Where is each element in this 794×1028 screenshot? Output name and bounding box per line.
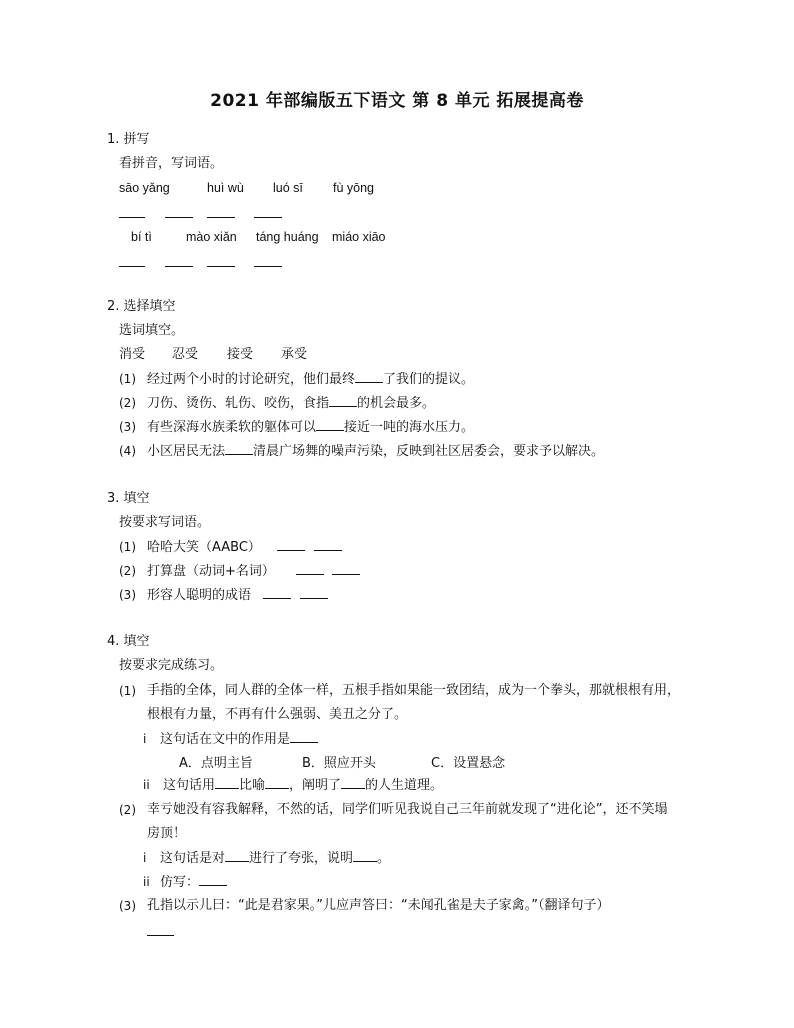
q4-sub-number: ii: [143, 778, 150, 792]
q1-pinyin-5: bí tì: [131, 230, 152, 244]
q3-item-3: 形容人聪明的成语: [147, 586, 328, 605]
q4-sub-number: ii: [143, 875, 150, 889]
fill-blank[interactable]: [355, 370, 383, 383]
fill-blank[interactable]: [265, 776, 289, 789]
q1-pinyin-7: táng huáng: [256, 230, 319, 244]
q2-word-4: 承受: [281, 347, 308, 362]
q4-p1-line2: 根根有力量，不再有什么强弱、美丑之分了。: [147, 707, 408, 722]
q1-answer-blank[interactable]: [254, 266, 282, 267]
q1-pinyin-2: huì wù: [207, 181, 244, 195]
q4-p2-line1: 幸亏她没有容我解释，不然的话，同学们听见我说自己三年前就发现了“进化论”，还不笑塌: [147, 802, 668, 817]
q1-pinyin-3: luó sī: [273, 181, 303, 195]
fill-blank[interactable]: [314, 538, 342, 551]
q3-item-number: (3): [119, 588, 136, 602]
q4-p1-line1: 手指的全体，同人群的全体一样，五根手指如果能一致团结，成为一个拳头，那就根根有用，: [147, 683, 681, 698]
q4-p3-answer-blank[interactable]: [147, 935, 174, 936]
q4-p2-sub-i: 这句话是对 进行了夸张，说明 。: [160, 851, 391, 866]
q3-item-number: (1): [119, 540, 136, 554]
q4-p1-sub-i: 这句话在文中的作用是: [160, 730, 318, 749]
q2-instruction: 选词填空。: [119, 323, 185, 338]
fill-blank[interactable]: [300, 586, 328, 599]
q1-pinyin-1: sāo yǎng: [119, 181, 170, 195]
fill-blank[interactable]: [329, 394, 357, 407]
q1-answer-blank[interactable]: [119, 217, 145, 218]
q4-p2-sub-ii: 仿写：: [160, 873, 227, 892]
q2-item-number: (3): [119, 420, 136, 434]
q2-item-1: 经过两个小时的讨论研究，他们最终 了我们的提议。: [147, 372, 475, 387]
q1-instruction: 看拼音，写词语。: [119, 156, 224, 171]
q1-pinyin-8: miáo xiāo: [332, 230, 386, 244]
q1-heading: 1. 拼写: [107, 132, 150, 147]
q2-item-number: (2): [119, 396, 136, 410]
q2-item-2: 刀伤、烫伤、轧伤、咬伤，食指 的机会最多。: [147, 396, 436, 411]
q4-p2-line2: 房顶！: [147, 826, 187, 841]
q3-item-number: (2): [119, 564, 136, 578]
fill-blank[interactable]: [225, 442, 253, 455]
q2-word-2: 忍受: [172, 347, 199, 362]
fill-blank[interactable]: [296, 562, 324, 575]
fill-blank[interactable]: [277, 538, 305, 551]
q4-p1-sub-ii: 这句话用 比喻 ，阐明了 的人生道理。: [163, 778, 444, 793]
option-c[interactable]: C．设置悬念: [431, 756, 506, 771]
q4-item-number: (3): [119, 899, 136, 913]
q4-instruction: 按要求完成练习。: [119, 658, 224, 673]
q1-answer-blank[interactable]: [119, 266, 145, 267]
q1-answer-blank[interactable]: [207, 266, 235, 267]
q2-heading: 2. 选择填空: [107, 299, 176, 314]
q2-word-1: 消受: [119, 347, 146, 362]
fill-blank[interactable]: [215, 776, 239, 789]
fill-blank[interactable]: [332, 562, 360, 575]
fill-blank[interactable]: [316, 418, 344, 431]
fill-blank[interactable]: [225, 849, 249, 862]
q1-pinyin-4: fù yōng: [333, 181, 375, 195]
q4-item-number: (2): [119, 803, 136, 817]
fill-blank[interactable]: [353, 849, 377, 862]
q4-sub-number: i: [143, 732, 147, 746]
q1-answer-blank[interactable]: [207, 217, 235, 218]
q4-sub-number: i: [143, 851, 147, 865]
fill-blank[interactable]: [263, 586, 291, 599]
fill-blank[interactable]: [199, 873, 227, 886]
q1-answer-blank[interactable]: [165, 266, 193, 267]
q2-item-number: (4): [119, 444, 136, 458]
fill-blank[interactable]: [341, 776, 365, 789]
q2-item-4: 小区居民无法 清晨广场舞的噪声污染，反映到社区居委会，要求予以解决。: [147, 444, 605, 459]
q1-answer-blank[interactable]: [254, 217, 282, 218]
fill-blank[interactable]: [290, 730, 318, 743]
q3-item-1: 哈哈大笑（AABC）: [147, 538, 342, 557]
q1-pinyin-6: mào xiǎn: [186, 230, 237, 244]
option-a[interactable]: A．点明主旨: [179, 756, 253, 771]
q2-word-3: 接受: [227, 347, 254, 362]
q4-item-number: (1): [119, 684, 136, 698]
option-b[interactable]: B．照应开头: [302, 756, 376, 771]
q3-item-2: 打算盘（动词+名词）: [147, 562, 360, 581]
page-title: 2021 年部编版五下语文 第 8 单元 拓展提高卷: [210, 91, 584, 111]
q3-instruction: 按要求写词语。: [119, 515, 211, 530]
q2-item-3: 有些深海水族柔软的躯体可以 接近一吨的海水压力。: [147, 420, 475, 435]
q1-answer-blank[interactable]: [165, 217, 193, 218]
q4-p3-line1: 孔指以示儿曰：“此是君家果。”儿应声答曰：“未闻孔雀是夫子家禽。”（翻译句子）: [147, 898, 610, 913]
q4-heading: 4. 填空: [107, 634, 150, 649]
q2-item-number: (1): [119, 372, 136, 386]
q3-heading: 3. 填空: [107, 491, 150, 506]
